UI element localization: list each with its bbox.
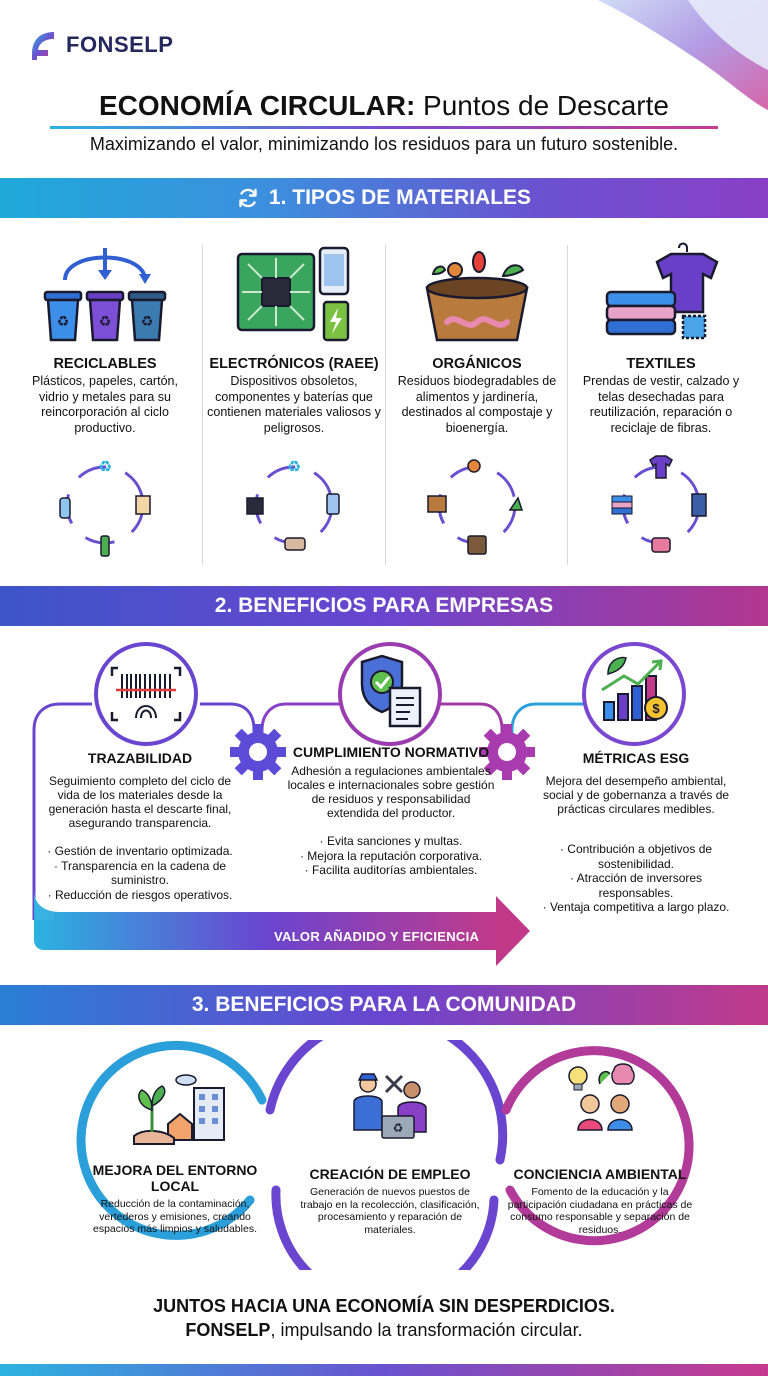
svg-text:♻: ♻ <box>392 1121 404 1135</box>
workers-icon <box>354 1074 426 1138</box>
svg-text:♻: ♻ <box>97 459 113 476</box>
children-ideas-icon <box>569 1064 634 1130</box>
material-card-textiles: TEXTILES Prendas de vestir, calzado y telas desechadas para reutilización, reparación o reciclaje de fibras. <box>570 240 752 570</box>
list-item: · Evita sanciones y multas. <box>286 834 496 849</box>
list-item: · Mejora la reputación corporativa. <box>286 849 496 864</box>
bullet-list <box>40 844 240 902</box>
footer-brand-line: FONSELP, impulsando la transformación circular. <box>185 1320 583 1340</box>
bullet-list <box>286 834 496 878</box>
title-underline <box>50 126 718 129</box>
list-item: · Transparencia en la cadena de suministro. <box>40 859 240 888</box>
list-item: · Contribución a objetivos de sostenibilidad. <box>536 842 736 871</box>
list-item: · Ventaja competitiva a largo plazo. <box>536 900 736 915</box>
material-card-reciclables: ♻ ♻ ♻ RECICLABLES Plásticos, papeles, cartón, vidrio y metales para su reincorporación al ciclo productivo. ♻ <box>14 240 196 570</box>
city-plant-icon <box>134 1075 224 1144</box>
footer-bar <box>0 1364 768 1376</box>
list-item: · Facilita auditorías ambientales. <box>286 863 496 878</box>
compost-cycle-icon <box>422 450 532 560</box>
community-card-conciencia: CONCIENCIA AMBIENTAL Fomento de la educación y la participación ciudadana en prácticas de consumo responsable y separación de residuos. <box>507 1166 693 1236</box>
electronics-cycle-icon <box>239 450 349 560</box>
business-card-trazabilidad: TRAZABILIDAD Seguimiento completo del ciclo de vida de los materiales desde la generación hasta el descarte final, asegurando transparencia. · Gestión de inventario optimizada. · Transparencia en la cadena de suministro. · Reducción de riesgos operativos. <box>40 750 240 902</box>
refresh-icon <box>237 187 259 209</box>
svg-text:$: $ <box>652 701 660 716</box>
divider <box>567 245 568 565</box>
svg-text:♻: ♻ <box>98 313 112 329</box>
fonselp-logo-icon <box>26 28 60 62</box>
business-card-metricas-esg: MÉTRICAS ESG Mejora del desempeño ambiental, social y de gobernanza a través de prácticas circulares medibles. · Contribución a objetivos de sostenibilidad. · Atracción de inversores responsables. · Ventaja competitiva a largo plazo. <box>536 750 736 915</box>
value-arrow-label: VALOR AÑADIDO Y EFICIENCIA <box>274 929 480 944</box>
textile-cycle-icon <box>606 450 716 560</box>
brand-logo <box>26 28 173 62</box>
material-card-organicos: ORGÁNICOS Residuos biodegradables de alimentos y jardinería, destinados al compostaje y bioenergía. <box>386 240 568 570</box>
clothing-icon <box>591 240 731 348</box>
svg-text:♻: ♻ <box>140 313 154 329</box>
footer-tagline: JUNTOS HACIA UNA ECONOMÍA SIN DESPERDICIOS. <box>153 1296 615 1316</box>
svg-text:♻: ♻ <box>286 459 302 476</box>
brand-name: FONSELP <box>66 32 174 57</box>
section-header-materials: 1. TIPOS DE MATERIALES <box>0 178 768 218</box>
circuit-board-icon <box>224 240 364 348</box>
business-card-cumplimiento: CUMPLIMIENTO NORMATIVO Adhesión a regulaciones ambientales locales e internacionales sobre gestión de residuos y responsabilidad extendida del productor. · Evita sanciones y multas. · Mejora la reputación corporativa. · Facilita auditorías ambientales. <box>286 744 496 878</box>
bullet-list <box>536 842 736 915</box>
list-item: · Reducción de riesgos operativos. <box>40 888 240 903</box>
recycling-cycle-icon <box>50 450 160 560</box>
community-card-empleo: CREACIÓN DE EMPLEO Generación de nuevos puestos de trabajo en la recolección, clasificación, procesamiento y reparación de materiales. <box>300 1166 480 1236</box>
svg-text:♻: ♻ <box>56 313 70 329</box>
page-title: ECONOMÍA CIRCULAR: Puntos de Descarte <box>99 90 669 121</box>
section-header-community: 3. BENEFICIOS PARA LA COMUNIDAD <box>0 985 768 1025</box>
compost-bin-icon <box>407 240 547 348</box>
section-header-business: 2. BENEFICIOS PARA EMPRESAS <box>0 586 768 626</box>
list-item: · Atracción de inversores responsables. <box>536 871 736 900</box>
page-subtitle: Maximizando el valor, minimizando los residuos para un futuro sostenible. <box>89 134 679 154</box>
list-item: · Gestión de inventario optimizada. <box>40 844 240 859</box>
community-card-entorno: MEJORA DEL ENTORNO LOCAL Reducción de la contaminación, vertederos y emisiones, creando espacios más limpios y saludables. <box>92 1162 258 1235</box>
recycling-bins-icon <box>35 240 175 348</box>
material-card-electronicos: ELECTRÓNICOS (RAEE) Dispositivos obsoletos, componentes y baterías que contienen materiales valiosos y peligrosos. ♻ <box>203 240 385 570</box>
